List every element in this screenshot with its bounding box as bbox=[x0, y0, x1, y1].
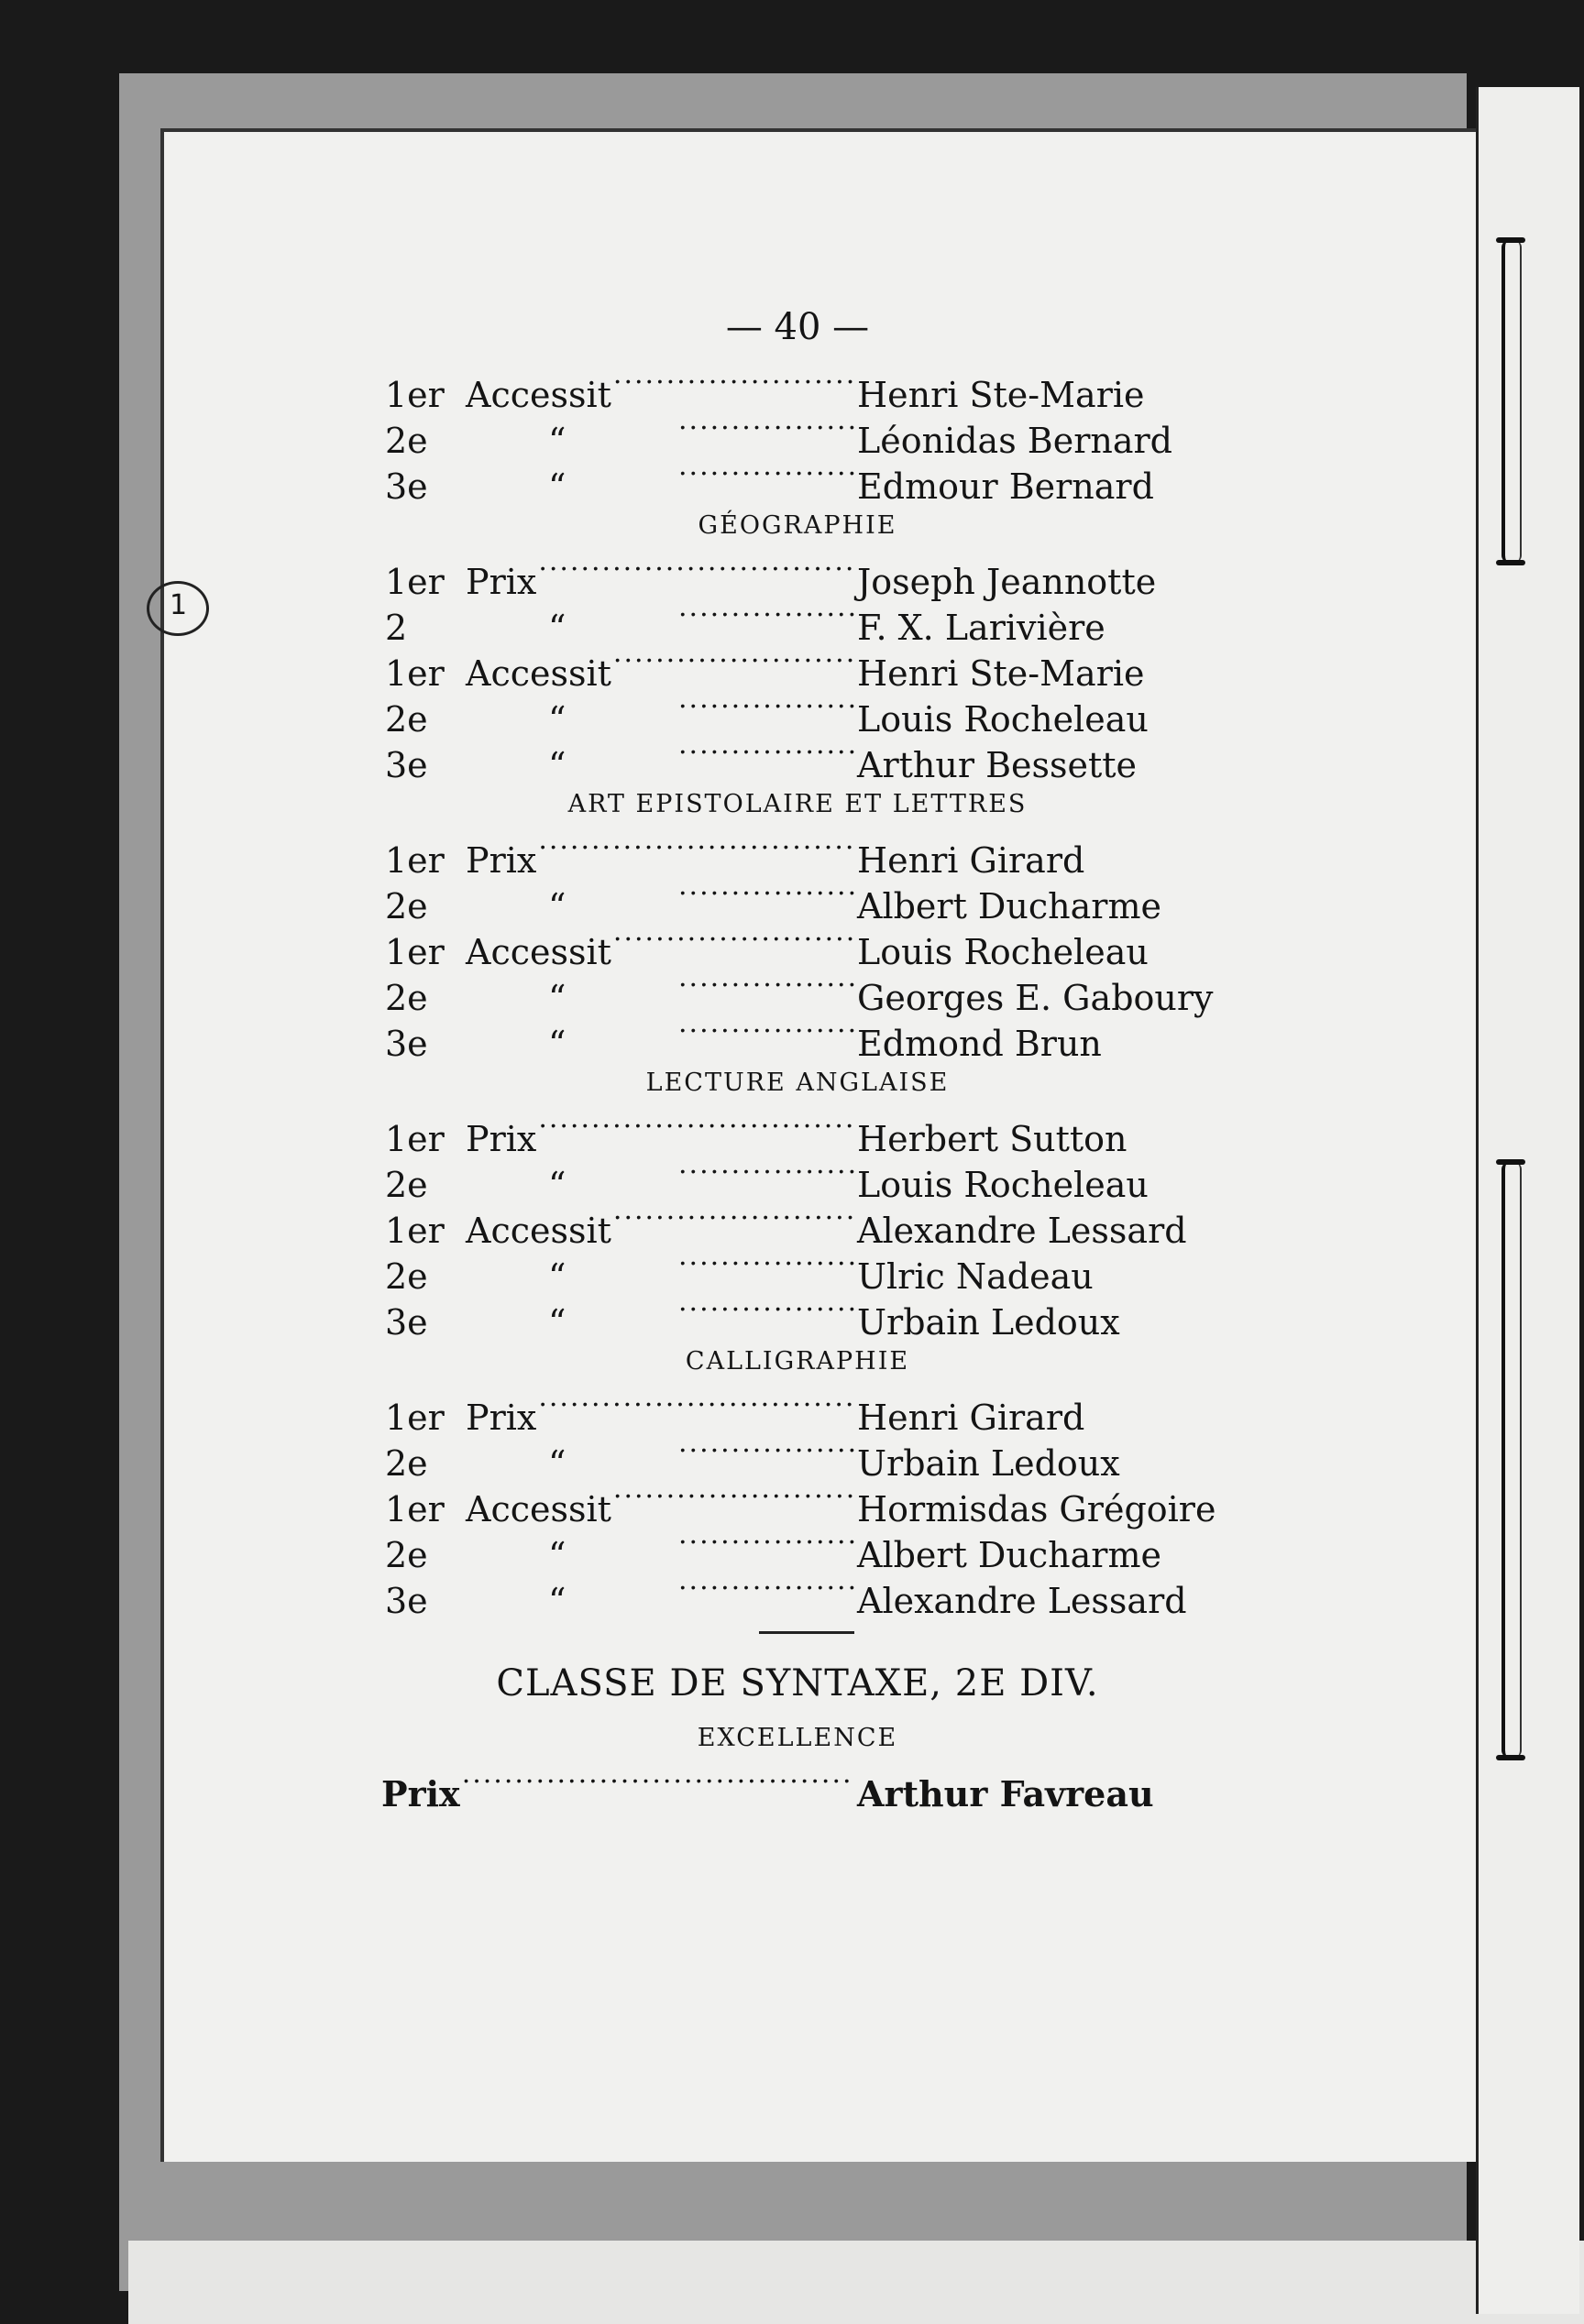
recipient-name: Alexandre Lessard bbox=[857, 1211, 1187, 1251]
recipient-name: Albert Ducharme bbox=[857, 886, 1161, 926]
recipient-name: Henri Ste-Marie bbox=[857, 375, 1145, 415]
leader-dots bbox=[678, 1010, 855, 1056]
prize-row bbox=[385, 361, 1210, 415]
award-label: Prix bbox=[466, 562, 537, 602]
leader-dots bbox=[613, 918, 855, 964]
recipient-name: Léonidas Bernard bbox=[857, 421, 1172, 461]
leader-dots bbox=[678, 1243, 855, 1288]
rank-label: 1er bbox=[385, 932, 445, 972]
leader-dots bbox=[678, 731, 855, 777]
award-label: Prix bbox=[466, 840, 537, 881]
award-label: Prix bbox=[466, 1119, 537, 1159]
rank-label: 3e bbox=[385, 1302, 428, 1343]
section-heading: ART EPISTOLAIRE ET LETTRES bbox=[567, 790, 1028, 818]
ditto-mark: “ bbox=[548, 1443, 566, 1484]
recipient-name: Arthur Bessette bbox=[857, 745, 1138, 785]
leader-dots bbox=[678, 872, 855, 918]
ditto-mark: “ bbox=[548, 1256, 566, 1297]
recipient-name: Urbain Ledoux bbox=[857, 1302, 1120, 1343]
rank-label: 2e bbox=[385, 1443, 428, 1484]
leader-dots bbox=[538, 1384, 855, 1430]
bottom-sheet-edge bbox=[128, 2241, 1584, 2324]
award-label: Accessit bbox=[466, 932, 611, 972]
section-heading: CALLIGRAPHIE bbox=[685, 1347, 910, 1376]
leader-dots bbox=[613, 1197, 855, 1243]
recipient-name: Henri Girard bbox=[857, 1398, 1085, 1438]
leader-dots bbox=[678, 1288, 855, 1334]
leader-dots bbox=[678, 1567, 855, 1613]
rank-label: 2e bbox=[385, 421, 428, 461]
ditto-mark: “ bbox=[548, 745, 566, 785]
section-heading: GÉOGRAPHIE bbox=[698, 511, 897, 540]
rank-label: 3e bbox=[385, 1581, 428, 1621]
sections-container bbox=[385, 361, 1216, 1621]
circled-mark-text: 1 bbox=[170, 589, 188, 621]
prize-row bbox=[385, 1384, 1210, 1438]
rank-label: 2 bbox=[385, 608, 408, 648]
award-label: Prix bbox=[381, 1773, 460, 1814]
award-label: Accessit bbox=[466, 375, 611, 415]
ditto-mark: “ bbox=[548, 886, 566, 926]
rank-label: 2e bbox=[385, 1256, 428, 1297]
leader-dots bbox=[613, 1475, 855, 1521]
recipient-name: Henri Girard bbox=[857, 840, 1085, 881]
class-title: CLASSE DE SYNTAXE, 2E DIV. bbox=[496, 1662, 1099, 1705]
rank-label: 1er bbox=[385, 562, 445, 602]
rank-label: 2e bbox=[385, 978, 428, 1018]
leader-dots bbox=[678, 407, 855, 453]
rank-label: 1er bbox=[385, 653, 445, 694]
recipient-name: Herbert Sutton bbox=[857, 1119, 1128, 1159]
excellence-heading: EXCELLENCE bbox=[697, 1724, 898, 1752]
section-heading: LECTURE ANGLAISE bbox=[645, 1069, 950, 1097]
rank-label: 1er bbox=[385, 1489, 445, 1529]
leader-dots bbox=[678, 1151, 855, 1197]
recipient-name: Ulric Nadeau bbox=[857, 1256, 1094, 1297]
ditto-mark: “ bbox=[548, 1581, 566, 1621]
binding-clip-top bbox=[1502, 240, 1522, 563]
award-label: Accessit bbox=[466, 653, 611, 694]
handwritten-circled-mark bbox=[147, 581, 209, 636]
ditto-mark: “ bbox=[548, 421, 566, 461]
ditto-mark: “ bbox=[548, 1535, 566, 1575]
prize-list bbox=[381, 293, 1216, 1814]
recipient-name: Albert Ducharme bbox=[857, 1535, 1161, 1575]
ditto-mark: “ bbox=[548, 699, 566, 740]
binding-clip-bottom bbox=[1502, 1162, 1522, 1758]
leader-dots bbox=[678, 453, 855, 499]
leader-dots bbox=[678, 685, 855, 731]
recipient-name: Georges E. Gaboury bbox=[857, 978, 1214, 1018]
rank-label: 2e bbox=[385, 699, 428, 740]
recipient-name: Louis Rocheleau bbox=[857, 1165, 1149, 1205]
recipient-name: Edmond Brun bbox=[857, 1024, 1102, 1064]
leader-dots bbox=[462, 1760, 855, 1806]
recipient-name: Louis Rocheleau bbox=[857, 932, 1149, 972]
ditto-mark: “ bbox=[548, 1165, 566, 1205]
leader-dots bbox=[678, 964, 855, 1010]
ditto-mark: “ bbox=[548, 978, 566, 1018]
leader-dots bbox=[538, 827, 855, 872]
prize-row bbox=[385, 1105, 1210, 1159]
recipient-name: Hormisdas Grégoire bbox=[857, 1489, 1216, 1529]
rank-label: 3e bbox=[385, 745, 428, 785]
leader-dots bbox=[613, 640, 855, 685]
rank-label: 3e bbox=[385, 1024, 428, 1064]
rank-label: 1er bbox=[385, 1398, 445, 1438]
ditto-mark: “ bbox=[548, 466, 566, 507]
recipient-name: Alexandre Lessard bbox=[857, 1581, 1187, 1621]
prize-row bbox=[385, 548, 1210, 602]
binding-spine bbox=[1476, 87, 1579, 2314]
recipient-name: F. X. Larivière bbox=[857, 608, 1106, 648]
page-number: — 40 — bbox=[725, 306, 870, 348]
award-label: Accessit bbox=[466, 1489, 611, 1529]
rank-label: 1er bbox=[385, 375, 445, 415]
leader-dots bbox=[613, 361, 855, 407]
final-prize-row bbox=[381, 1760, 1210, 1814]
ditto-mark: “ bbox=[548, 1302, 566, 1343]
leader-dots bbox=[538, 1105, 855, 1151]
rank-label: 2e bbox=[385, 1165, 428, 1205]
recipient-name: Joseph Jeannotte bbox=[857, 562, 1157, 602]
rank-label: 1er bbox=[385, 840, 445, 881]
leader-dots bbox=[678, 1521, 855, 1567]
rank-label: 1er bbox=[385, 1119, 445, 1159]
prize-row bbox=[385, 827, 1210, 881]
recipient-name: Henri Ste-Marie bbox=[857, 653, 1145, 694]
rank-label: 2e bbox=[385, 886, 428, 926]
section-divider-rule bbox=[759, 1631, 854, 1634]
recipient-name: Arthur Favreau bbox=[857, 1773, 1154, 1814]
award-label: Prix bbox=[466, 1398, 537, 1438]
rank-label: 3e bbox=[385, 466, 428, 507]
recipient-name: Edmour Bernard bbox=[857, 466, 1154, 507]
rank-label: 2e bbox=[385, 1535, 428, 1575]
leader-dots bbox=[678, 594, 855, 640]
leader-dots bbox=[538, 548, 855, 594]
rank-label: 1er bbox=[385, 1211, 445, 1251]
ditto-mark: “ bbox=[548, 1024, 566, 1064]
leader-dots bbox=[678, 1430, 855, 1475]
recipient-name: Louis Rocheleau bbox=[857, 699, 1149, 740]
ditto-mark: “ bbox=[548, 608, 566, 648]
recipient-name: Urbain Ledoux bbox=[857, 1443, 1120, 1484]
award-label: Accessit bbox=[466, 1211, 611, 1251]
